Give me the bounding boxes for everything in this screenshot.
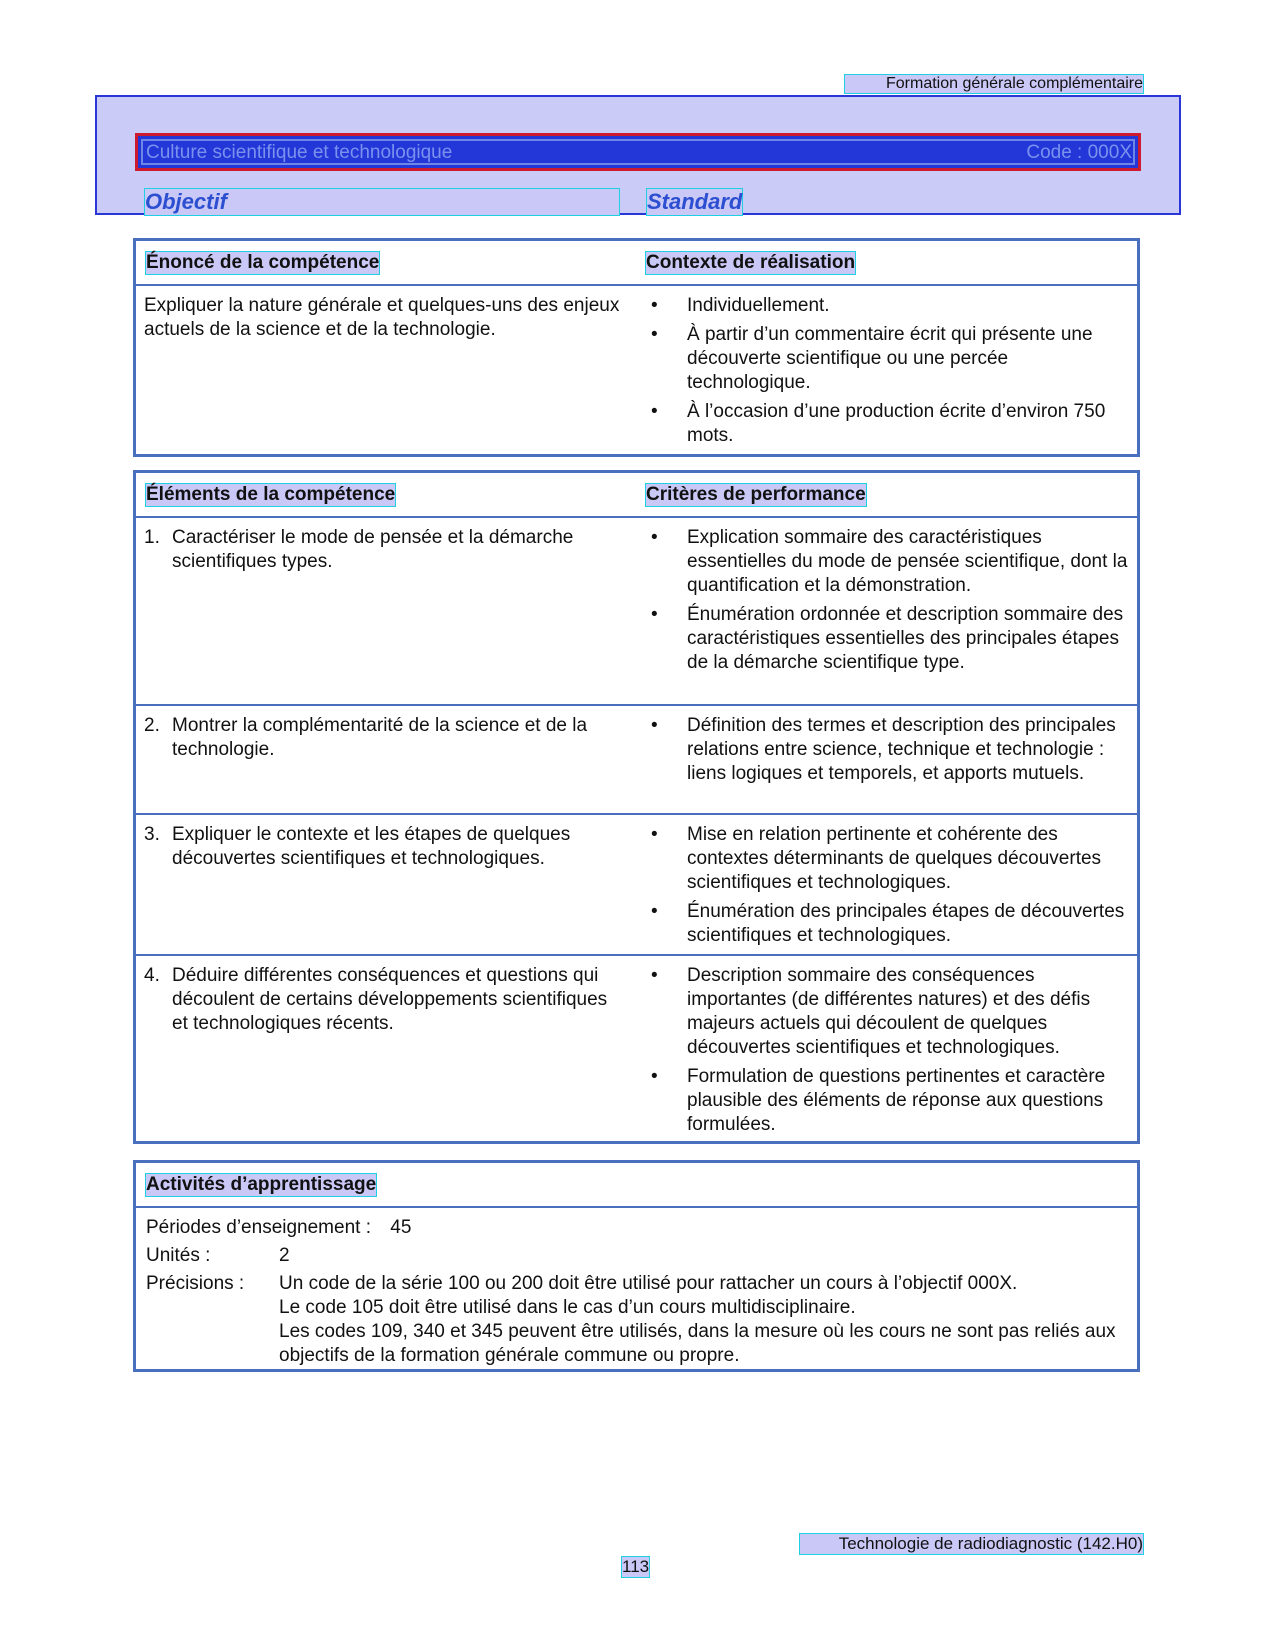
precision-line: Les codes 109, 340 et 345 peuvent être utilisés, dans la mesure où les cours ne sont pas reliés aux objectifs de la formation générale commune ou propre. [279,1321,1116,1366]
objective-label: Objectif [145,189,619,215]
program-header: Formation générale complémentaire [845,75,1143,93]
activities-header: Activités d’apprentissage [146,1174,377,1195]
course-title-bar [135,133,1141,171]
criterion-item: • Énumération ordonnée et description sommaire des caractéristiques essentielles des principales étapes de la démarche scientifique type. [651,603,1129,675]
element-row [136,518,1137,706]
course-code: Code : 000X [1026,142,1132,163]
competence-box [133,238,1140,457]
periods-value: 45 [390,1217,412,1238]
element-number: 2. [144,715,160,736]
context-item: • À l’occasion d’une production écrite d’environ 750 mots. [651,400,1129,448]
periods-label: Périodes d’enseignement : [146,1217,371,1238]
criterion-item: • Énumération des principales étapes de découvertes scientifiques et technologiques. [651,900,1129,948]
element-text: Caractériser le mode de pensée et la démarche scientifiques types. [172,527,574,572]
criterion-item: • Explication sommaire des caractéristiques essentielles du mode de pensée scientifique, dont la quantification et la démonstration. [651,526,1129,598]
element-row [136,706,1137,815]
statement-header: Énoncé de la compétence [146,252,380,273]
activities-box [133,1160,1140,1372]
elements-box [133,470,1140,1144]
standard-label: Standard [647,189,743,214]
precision-line: Un code de la série 100 ou 200 doit être utilisé pour rattacher un cours à l’objectif 000X. [279,1273,1018,1294]
criteria-header: Critères de performance [646,484,866,505]
element-number: 1. [144,527,160,548]
criterion-item: • Description sommaire des conséquences importantes (de différentes natures) et des défis majeurs actuels qui découlent de quelques découvertes scientifiques et technologiques. [651,964,1129,1060]
context-header: Contexte de réalisation [646,252,856,273]
element-text: Expliquer le contexte et les étapes de quelques découvertes scientifiques et technologiques. [172,824,571,869]
precisions-label: Précisions : [146,1273,245,1294]
units-label: Unités : [146,1245,211,1266]
element-number: 4. [144,965,160,986]
elements-header: Éléments de la compétence [146,484,396,505]
element-text: Déduire différentes conséquences et questions qui découlent de certains développements scientifiques et technologiques récents. [172,965,608,1034]
criterion-item: • Définition des termes et description des principales relations entre science, technique et technologie : liens logiques et temporels, et apports mutuels. [651,714,1129,786]
precision-line: Le code 105 doit être utilisé dans le cas d’un cours multidisciplinaire. [279,1297,856,1318]
criterion-item: • Mise en relation pertinente et cohérente des contextes déterminants de quelques découvertes scientifiques et technologiques. [651,823,1129,895]
units-value: 2 [279,1245,290,1266]
footer-program: Technologie de radiodiagnostic (142.H0) [800,1534,1143,1554]
course-title: Culture scientifique et technologique [146,142,453,163]
context-list [651,294,1129,448]
competence-statement: Expliquer la nature générale et quelques-uns des enjeux actuels de la science et de la technologie. [144,295,620,340]
context-item: • Individuellement. [651,294,1129,318]
context-item: • À partir d’un commentaire écrit qui présente une découverte scientifique ou une percée technologique. [651,323,1129,395]
element-row [136,956,1137,1146]
element-number: 3. [144,824,160,845]
page-number: 113 [622,1557,650,1576]
course-banner [95,95,1181,215]
element-text: Montrer la complémentarité de la science et de la technologie. [172,715,588,760]
criterion-item: • Formulation de questions pertinentes et caractère plausible des éléments de réponse aux questions formulées. [651,1065,1129,1137]
element-row [136,815,1137,956]
